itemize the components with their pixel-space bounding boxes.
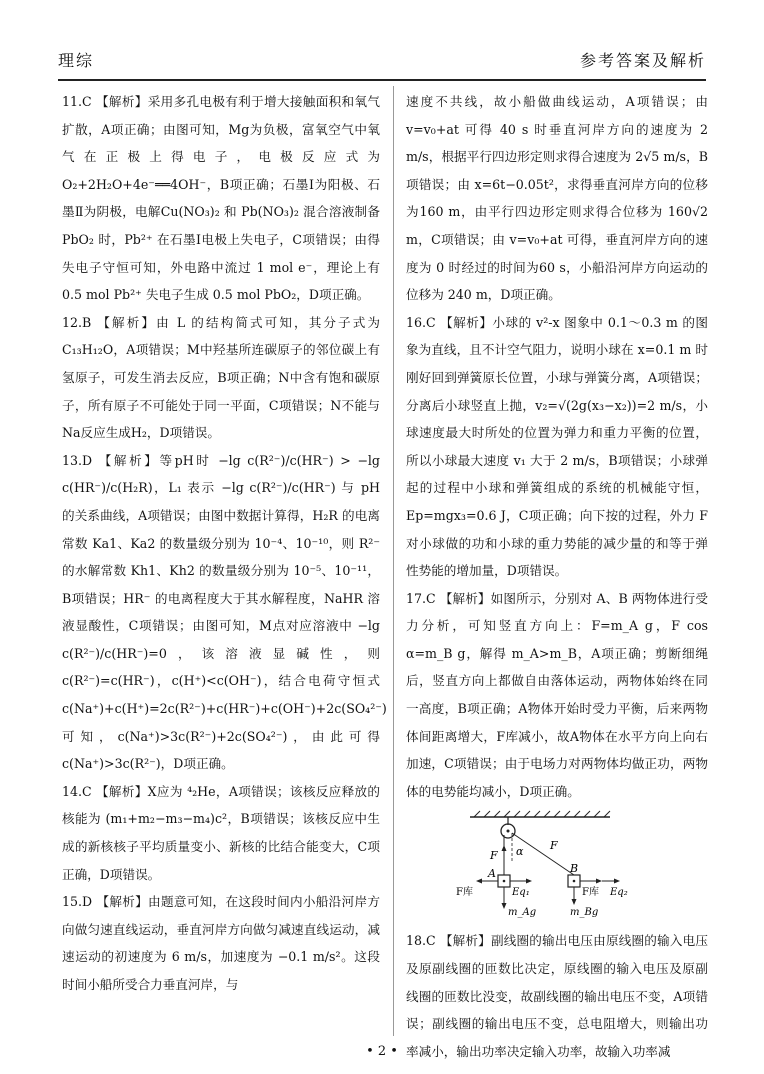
answer-13: 13.D 【解析】等pH时 −lg c(R²⁻)/c(HR⁻) > −lg c(HR⁻)/c(H₂R)，L₁ 表示 −lg c(R²⁻)/c(HR⁻) 与 pH 的关系曲线，A项错误；由图中数据计算得，H₂R 的电离常数 Ka1、Ka2 的数量级分别为 10⁻⁴、10⁻¹⁰，则 R²⁻ 的水解常数 Kh1、Kh2 的数量级分别为 10⁻⁵、10⁻¹¹，B项错误；HR⁻ 的电离程度大于其水解程度，NaHR 溶液显酸性，C项错误；由图可知，M点对应溶液中 −lg c(R²⁻)/c(HR⁻)=0，该溶液显碱性，则 c(R²⁻)=c(HR⁻)，c(H⁺)<c(OH⁻)，结合电荷守恒式 c(Na⁺)+c(H⁺)=2c(R²⁻)+c(HR⁻)+c(OH⁻)+2c(SO₄²⁻) 可知，c(Na⁺)>3c(R²⁻)+2c(SO₄²⁻)，由此可得 c(Na⁺)>3c(R²⁻)，D项正确。 xyxy=(62,452,387,772)
answer-17: 17.C 【解析】如图所示，分别对 A、B 两物体进行受力分析，可知竖直方向上：F=m_A g，F cos α=m_B g，解得 m_A>m_B，A项正确；剪断细绳后，竖直方向上都做自由落体运动，两物体始终在同一高度，B项正确；A物体开始时受力平衡，后来两物体间距离增大，F库减小，故A物体在水平方向上向右加速，C项错误；由于电场力对两物体均做正功，两物体的电势能均减小，D项正确。 xyxy=(406,590,708,799)
header-subject: 理综 xyxy=(58,51,95,70)
f-left-label: F xyxy=(490,849,498,863)
answer-15-continued: 速度不共线，故小船做曲线运动，A项错误；由 v=v₀+at 可得 40 s 时垂直河岸方向的速度为 2 m/s，根据平行四边形定则求得合速度为 2√5 m/s，B项错误；由 x=6t−0.05t²，求得垂直河岸方向的位移为160 m，由平行四边形定则求得合位移为 160√2 m，C项错误；由 v=v₀+at 可得，垂直河岸方向的速度为 0 时经过的时间为60 s，小船沿河岸方向运动的位移为 240 m，D项正确。 xyxy=(406,94,708,303)
answer-18: 18.C 【解析】副线圈的输出电压由原线圈的输入电压及原副线圈的匝数比决定，原线圈的输入电压及原副线圈的匝数比没变，故副线圈的输出电压不变，A项错误；副线圈的输出电压不变，总电阻增大，则输出功率减小，输出功率决定输入功率，故输入功率减 xyxy=(406,933,708,1059)
right-column xyxy=(406,88,708,1065)
alpha-label: α xyxy=(516,845,524,859)
answer-14: 14.C 【解析】X应为 ⁴₂He，A项错误；该核反应释放的核能为 (m₁+m₂−m₃−m₄)c²，B项错误；该核反应中生成的新核核子平均质量变小、新核的比结合能变大，C项正确，D项错误。 xyxy=(62,783,380,882)
answer-11: 11.C 【解析】采用多孔电极有利于增大接触面积和氧气扩散，A项正确；由图可知，Mg为负极，富氧空气中氧气在正极上得电子，电极反应式为 O₂+2H₂O+4e⁻══4OH⁻，B项正确；石墨Ⅰ为阳极、石墨Ⅱ为阴极，电解Cu(NO₃)₂ 和 Pb(NO₃)₂ 混合溶液制备 PbO₂ 时，Pb²⁺ 在石墨Ⅰ电极上失电子，C项错误；由得失电子守恒可知，外电路中流过 1 mol e⁻，理论上有 0.5 mol Pb²⁺ 失电子生成 0.5 mol PbO₂，D项正确。 xyxy=(62,94,380,303)
left-column xyxy=(62,88,387,999)
ceiling-hatching xyxy=(474,811,610,817)
answer-12: 12.B 【解析】由 L 的结构简式可知，其分子式为 C₁₃H₁₂O，A项错误；M中羟基所连碳原子的邻位碳上有氢原子，可发生消去反应，B项正确；N中含有饱和碳原子，所有原子不可能处于同一平面，C项错误；N不能与Na反应生成H₂，D项错误。 xyxy=(62,314,380,441)
f-right-label: F xyxy=(550,839,558,853)
eq2-label: Eq₂ xyxy=(610,887,628,899)
label-b: B xyxy=(570,862,579,876)
column-divider xyxy=(393,86,394,1036)
answer-15: 15.D 【解析】由题意可知，在这段时间内小船沿河岸方向做匀速直线运动，垂直河岸方向做匀减速直线运动，减速运动的初速度为 6 m/s，加速度为 −0.1 m/s²。这段时间小船所受合力垂直河岸，与 xyxy=(62,894,380,992)
page-number: • 2 • xyxy=(366,1044,398,1059)
page-header xyxy=(58,48,706,74)
label-a: A xyxy=(488,867,496,881)
eq1-label: Eq₁ xyxy=(512,887,530,899)
fku-right-label: F库 xyxy=(582,887,599,899)
answer-16: 16.C 【解析】小球的 v²-x 图象中 0.1～0.3 m 的图象为直线，且不计空气阻力，说明小球在 x=0.1 m 时刚好回到弹簧原长位置，小球与弹簧分离，A项错误；分离后小球竖直上抛，v₂=√(2g(x₃−x₂))=2 m/s，小球速度最大时所处的位置为弹力和重力平衡的位置，所以小球最大速度 v₁ 大于 2 m/s，B项错误；小球弹起的过程中小球和弹簧组成的系统的机械能守恒，Ep=mgx₃=0.6 J，C项正确；向下按的过程，外力 F 对小球做的功和小球的重力势能的减少量的和等于弹性势能的增加量，D项错误。 xyxy=(406,314,708,579)
force-diagram xyxy=(406,811,708,917)
force-diagram-svg xyxy=(456,811,660,919)
header-title: 参考答案及解析 xyxy=(579,51,706,70)
fku-left-label: F库 xyxy=(456,887,473,899)
mbg-label: m_Bg xyxy=(570,907,599,919)
header-rule xyxy=(58,79,706,81)
mag-label: m_Ag xyxy=(508,907,537,919)
